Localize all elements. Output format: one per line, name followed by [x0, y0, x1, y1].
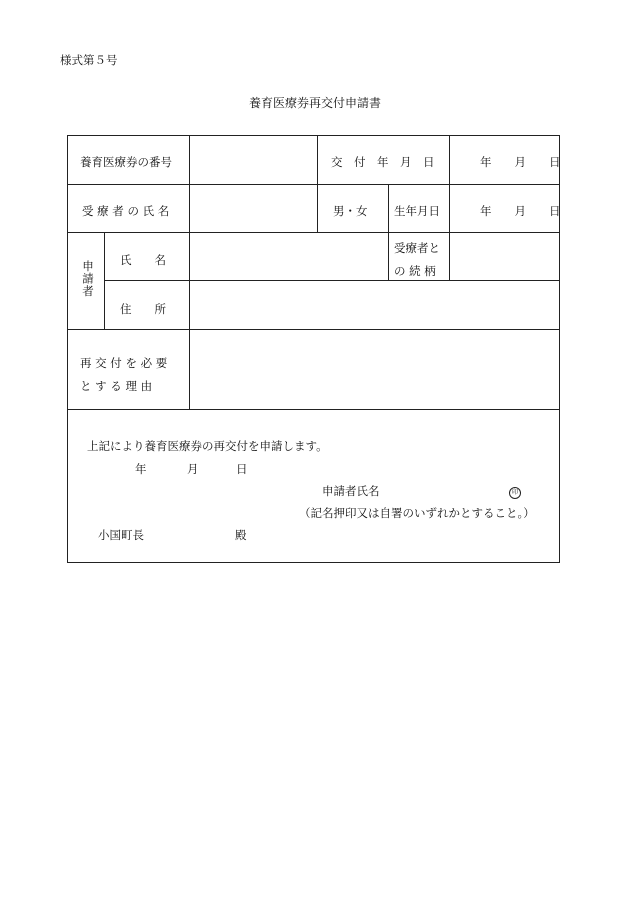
- date-year-label: 年: [135, 462, 147, 476]
- relationship-label-line2: の 続 柄: [394, 264, 436, 278]
- seal-mark: 印: [509, 487, 521, 499]
- addressee: 小国町長: [98, 528, 144, 542]
- column-divider: [388, 184, 389, 280]
- form-number: 様式第５号: [60, 53, 118, 67]
- date-day-label: 日: [236, 462, 248, 476]
- sex-selector[interactable]: 男・女: [333, 204, 368, 218]
- column-divider: [104, 232, 105, 329]
- row-divider: [68, 409, 559, 410]
- recipient-name-label: 受 療 者 の 氏 名: [82, 204, 170, 218]
- reason-label-line1: 再 交 付 を 必 要: [80, 356, 168, 370]
- address-field[interactable]: [190, 281, 558, 328]
- declaration-statement: 上記により養育医療券の再交付を申請します。: [87, 439, 328, 453]
- seal-note: （記名押印又は自署のいずれかとすること。）: [299, 506, 535, 520]
- reason-label-line2: と す る 理 由: [80, 379, 153, 393]
- recipient-name-field[interactable]: [190, 185, 316, 231]
- applicant-group-label: 申請者: [81, 260, 95, 298]
- applicant-signature-label: 申請者氏名: [322, 484, 380, 498]
- applicant-name-label: 氏 名: [120, 253, 166, 267]
- column-divider: [317, 136, 318, 232]
- issue-date-label: 交 付 年 月 日: [331, 155, 435, 169]
- birthdate-label: 生年月日: [394, 204, 440, 218]
- document-title: 養育医療券再交付申請書: [248, 96, 381, 110]
- issue-date-field[interactable]: 年 月 日: [480, 155, 561, 169]
- reason-field[interactable]: [190, 330, 558, 408]
- ticket-number-field[interactable]: [190, 137, 316, 183]
- address-label: 住 所: [120, 302, 166, 316]
- relationship-label-line1: 受療者と: [394, 241, 440, 255]
- birthdate-field[interactable]: 年 月 日: [480, 204, 561, 218]
- seal-icon: [509, 483, 521, 499]
- honorific: 殿: [235, 528, 247, 542]
- ticket-number-label: 養育医療券の番号: [80, 155, 172, 169]
- applicant-name-field[interactable]: [190, 233, 388, 279]
- date-month-label: 月: [187, 462, 199, 476]
- relationship-field[interactable]: [450, 233, 558, 279]
- application-form-table: [67, 135, 560, 563]
